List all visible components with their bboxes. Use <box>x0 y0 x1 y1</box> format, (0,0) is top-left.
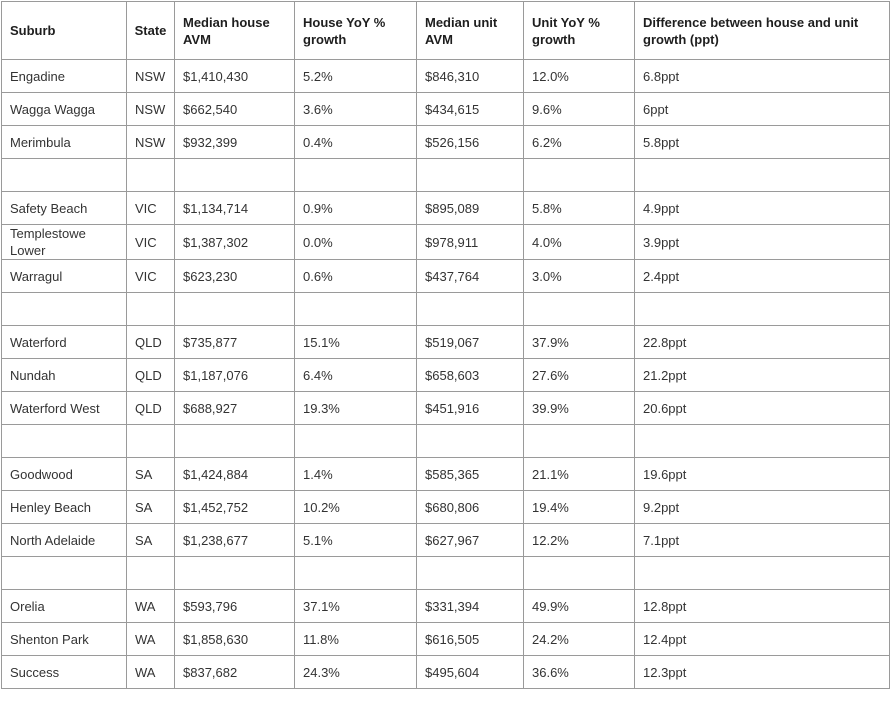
cell-state: SA <box>127 491 175 524</box>
cell-median-unit-avm: $526,156 <box>417 126 524 159</box>
cell-house-yoy-growth: 1.4% <box>295 458 417 491</box>
cell-state <box>127 425 175 458</box>
cell-unit-yoy-growth: 6.2% <box>524 126 635 159</box>
cell-median-house-avm: $1,452,752 <box>175 491 295 524</box>
cell-state: SA <box>127 458 175 491</box>
cell-median-house-avm: $735,877 <box>175 326 295 359</box>
cell-median-house-avm <box>175 557 295 590</box>
cell-median-unit-avm: $437,764 <box>417 260 524 293</box>
header-median-unit-avm: Median unit AVM <box>417 2 524 60</box>
cell-median-house-avm <box>175 293 295 326</box>
table-row <box>2 260 890 293</box>
cell-unit-yoy-growth: 12.2% <box>524 524 635 557</box>
table-row <box>2 392 890 425</box>
cell-suburb: Waterford West <box>2 392 127 425</box>
cell-suburb: North Adelaide <box>2 524 127 557</box>
table-row <box>2 590 890 623</box>
table-row <box>2 225 890 260</box>
cell-state: QLD <box>127 326 175 359</box>
cell-suburb: Wagga Wagga <box>2 93 127 126</box>
cell-median-house-avm: $1,387,302 <box>175 225 295 260</box>
cell-suburb <box>2 425 127 458</box>
cell-state: NSW <box>127 93 175 126</box>
cell-suburb: Warragul <box>2 260 127 293</box>
cell-unit-yoy-growth <box>524 557 635 590</box>
cell-unit-yoy-growth: 36.6% <box>524 656 635 689</box>
cell-state <box>127 159 175 192</box>
cell-unit-yoy-growth: 3.0% <box>524 260 635 293</box>
cell-house-yoy-growth <box>295 293 417 326</box>
cell-unit-yoy-growth <box>524 293 635 326</box>
cell-median-unit-avm: $627,967 <box>417 524 524 557</box>
cell-state: WA <box>127 656 175 689</box>
cell-suburb: Templestowe Lower <box>2 225 127 260</box>
cell-house-yoy-growth: 0.0% <box>295 225 417 260</box>
cell-house-yoy-growth: 19.3% <box>295 392 417 425</box>
cell-median-unit-avm <box>417 425 524 458</box>
cell-house-yoy-growth: 15.1% <box>295 326 417 359</box>
table-row <box>2 359 890 392</box>
cell-median-unit-avm: $434,615 <box>417 93 524 126</box>
header-median-house-avm: Median house AVM <box>175 2 295 60</box>
table-row <box>2 458 890 491</box>
cell-growth-difference: 4.9ppt <box>635 192 890 225</box>
cell-house-yoy-growth: 0.4% <box>295 126 417 159</box>
cell-median-unit-avm <box>417 159 524 192</box>
cell-suburb <box>2 293 127 326</box>
table-row <box>2 126 890 159</box>
cell-median-house-avm <box>175 159 295 192</box>
cell-median-unit-avm <box>417 557 524 590</box>
table-row <box>2 524 890 557</box>
cell-growth-difference: 3.9ppt <box>635 225 890 260</box>
cell-suburb: Orelia <box>2 590 127 623</box>
cell-median-unit-avm: $658,603 <box>417 359 524 392</box>
cell-median-house-avm: $662,540 <box>175 93 295 126</box>
cell-unit-yoy-growth: 21.1% <box>524 458 635 491</box>
cell-unit-yoy-growth: 19.4% <box>524 491 635 524</box>
cell-median-house-avm: $1,187,076 <box>175 359 295 392</box>
cell-state: SA <box>127 524 175 557</box>
cell-suburb: Safety Beach <box>2 192 127 225</box>
cell-growth-difference: 6ppt <box>635 93 890 126</box>
cell-median-house-avm: $837,682 <box>175 656 295 689</box>
table-body <box>2 60 890 689</box>
spacer-row <box>2 159 890 192</box>
cell-growth-difference: 7.1ppt <box>635 524 890 557</box>
cell-unit-yoy-growth: 4.0% <box>524 225 635 260</box>
cell-state: QLD <box>127 392 175 425</box>
cell-median-unit-avm: $519,067 <box>417 326 524 359</box>
cell-state: VIC <box>127 225 175 260</box>
cell-suburb: Goodwood <box>2 458 127 491</box>
cell-median-house-avm: $1,424,884 <box>175 458 295 491</box>
cell-median-unit-avm: $585,365 <box>417 458 524 491</box>
cell-median-unit-avm: $331,394 <box>417 590 524 623</box>
cell-state: VIC <box>127 260 175 293</box>
table-row <box>2 93 890 126</box>
cell-unit-yoy-growth: 24.2% <box>524 623 635 656</box>
cell-unit-yoy-growth: 49.9% <box>524 590 635 623</box>
cell-growth-difference: 20.6ppt <box>635 392 890 425</box>
cell-growth-difference: 12.8ppt <box>635 590 890 623</box>
cell-median-unit-avm: $495,604 <box>417 656 524 689</box>
cell-suburb: Merimbula <box>2 126 127 159</box>
cell-house-yoy-growth: 5.1% <box>295 524 417 557</box>
cell-state: WA <box>127 590 175 623</box>
cell-house-yoy-growth: 3.6% <box>295 93 417 126</box>
cell-median-unit-avm: $895,089 <box>417 192 524 225</box>
table-row <box>2 623 890 656</box>
cell-suburb: Shenton Park <box>2 623 127 656</box>
cell-unit-yoy-growth <box>524 425 635 458</box>
cell-growth-difference: 12.3ppt <box>635 656 890 689</box>
cell-house-yoy-growth: 0.9% <box>295 192 417 225</box>
cell-state: QLD <box>127 359 175 392</box>
cell-suburb <box>2 159 127 192</box>
spacer-row <box>2 425 890 458</box>
cell-median-house-avm: $623,230 <box>175 260 295 293</box>
cell-suburb: Success <box>2 656 127 689</box>
cell-growth-difference: 19.6ppt <box>635 458 890 491</box>
cell-growth-difference <box>635 293 890 326</box>
cell-median-unit-avm: $451,916 <box>417 392 524 425</box>
header-row <box>2 2 890 60</box>
cell-suburb: Henley Beach <box>2 491 127 524</box>
cell-unit-yoy-growth: 12.0% <box>524 60 635 93</box>
cell-growth-difference <box>635 425 890 458</box>
cell-suburb: Nundah <box>2 359 127 392</box>
cell-house-yoy-growth: 11.8% <box>295 623 417 656</box>
cell-median-house-avm: $1,410,430 <box>175 60 295 93</box>
table-row <box>2 192 890 225</box>
table-row <box>2 491 890 524</box>
cell-median-house-avm <box>175 425 295 458</box>
table-row <box>2 656 890 689</box>
table-row <box>2 60 890 93</box>
cell-house-yoy-growth: 6.4% <box>295 359 417 392</box>
cell-median-unit-avm <box>417 293 524 326</box>
table-header <box>2 2 890 60</box>
cell-median-house-avm: $1,238,677 <box>175 524 295 557</box>
cell-state <box>127 293 175 326</box>
suburb-growth-table <box>1 1 890 689</box>
cell-median-unit-avm: $846,310 <box>417 60 524 93</box>
cell-growth-difference: 6.8ppt <box>635 60 890 93</box>
cell-suburb: Waterford <box>2 326 127 359</box>
header-house-yoy-growth: House YoY % growth <box>295 2 417 60</box>
cell-median-unit-avm: $616,505 <box>417 623 524 656</box>
cell-state: NSW <box>127 126 175 159</box>
cell-house-yoy-growth: 24.3% <box>295 656 417 689</box>
spacer-row <box>2 293 890 326</box>
cell-growth-difference: 12.4ppt <box>635 623 890 656</box>
header-state: State <box>127 2 175 60</box>
cell-unit-yoy-growth: 5.8% <box>524 192 635 225</box>
cell-growth-difference: 9.2ppt <box>635 491 890 524</box>
cell-growth-difference: 22.8ppt <box>635 326 890 359</box>
cell-unit-yoy-growth: 37.9% <box>524 326 635 359</box>
cell-median-unit-avm: $978,911 <box>417 225 524 260</box>
cell-growth-difference: 21.2ppt <box>635 359 890 392</box>
cell-median-house-avm: $688,927 <box>175 392 295 425</box>
spacer-row <box>2 557 890 590</box>
cell-median-house-avm: $1,134,714 <box>175 192 295 225</box>
cell-unit-yoy-growth: 27.6% <box>524 359 635 392</box>
cell-median-house-avm: $932,399 <box>175 126 295 159</box>
cell-suburb: Engadine <box>2 60 127 93</box>
cell-growth-difference <box>635 557 890 590</box>
cell-unit-yoy-growth: 39.9% <box>524 392 635 425</box>
cell-state: NSW <box>127 60 175 93</box>
cell-median-house-avm: $593,796 <box>175 590 295 623</box>
header-unit-yoy-growth: Unit YoY % growth <box>524 2 635 60</box>
cell-unit-yoy-growth <box>524 159 635 192</box>
cell-suburb <box>2 557 127 590</box>
cell-median-house-avm: $1,858,630 <box>175 623 295 656</box>
table-row <box>2 326 890 359</box>
cell-house-yoy-growth <box>295 159 417 192</box>
cell-house-yoy-growth <box>295 557 417 590</box>
cell-growth-difference: 5.8ppt <box>635 126 890 159</box>
header-growth-difference: Difference between house and unit growth (ppt) <box>635 2 890 60</box>
cell-growth-difference: 2.4ppt <box>635 260 890 293</box>
cell-state <box>127 557 175 590</box>
cell-median-unit-avm: $680,806 <box>417 491 524 524</box>
cell-house-yoy-growth: 0.6% <box>295 260 417 293</box>
cell-unit-yoy-growth: 9.6% <box>524 93 635 126</box>
cell-state: VIC <box>127 192 175 225</box>
cell-state: WA <box>127 623 175 656</box>
cell-house-yoy-growth <box>295 425 417 458</box>
cell-house-yoy-growth: 37.1% <box>295 590 417 623</box>
header-suburb: Suburb <box>2 2 127 60</box>
cell-growth-difference <box>635 159 890 192</box>
cell-house-yoy-growth: 10.2% <box>295 491 417 524</box>
cell-house-yoy-growth: 5.2% <box>295 60 417 93</box>
